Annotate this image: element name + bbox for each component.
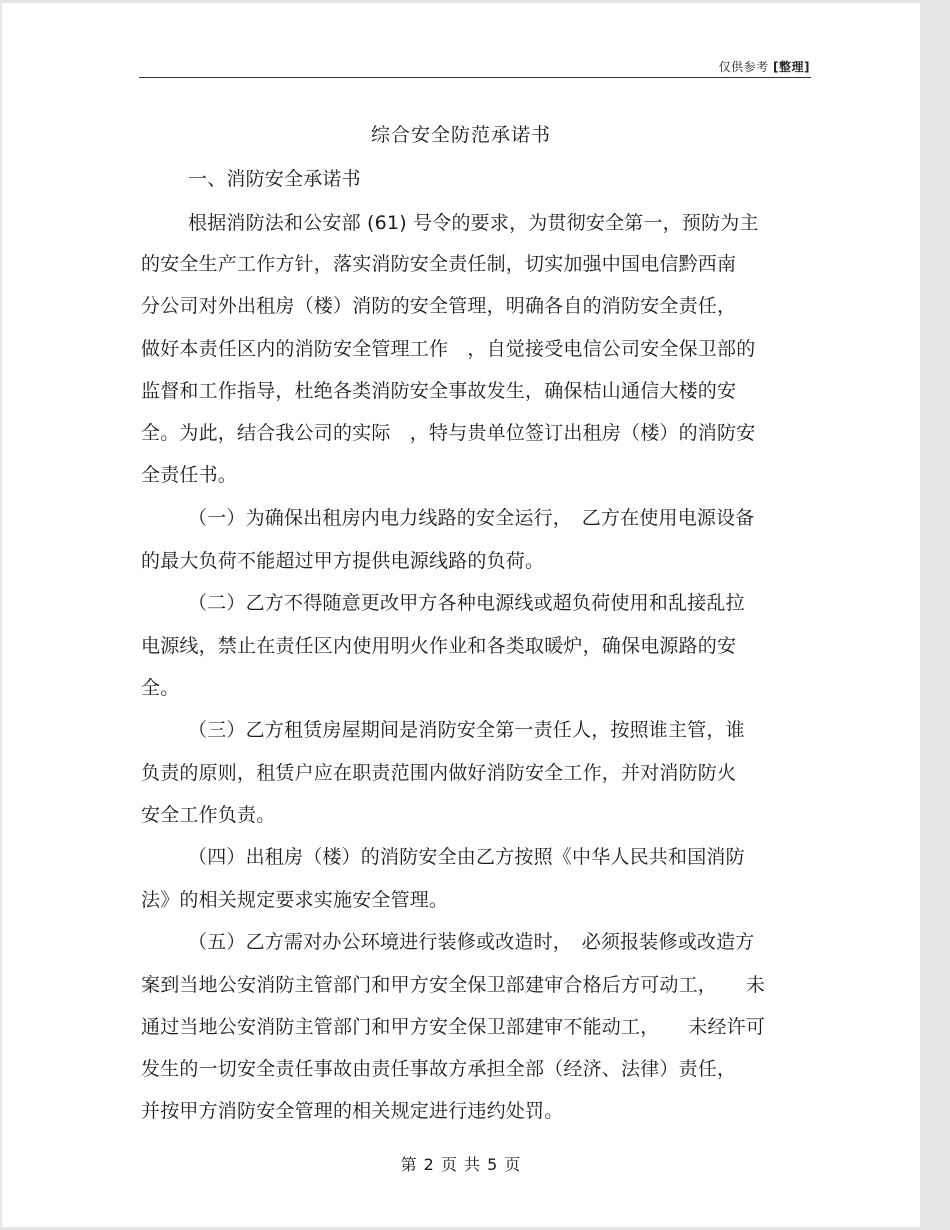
body-line: 全。为此，结合我公司的实际 ，特与贵单位签订出租房（楼）的消防安 <box>141 422 756 444</box>
header-divider <box>139 77 811 78</box>
section-heading: 一、消防安全承诺书 <box>188 168 361 190</box>
clause-line: 全。 <box>141 677 180 699</box>
document-title: 综合安全防范承诺书 <box>370 124 551 146</box>
header-bracket-text: [整理] <box>773 60 810 74</box>
clause-line: 负责的原则，租赁户应在职责范围内做好消防安全工作，并对消防防火 <box>141 762 737 784</box>
clause-line: （三）乙方租赁房屋期间是消防安全第一责任人，按照谁主管，谁 <box>188 719 745 741</box>
clause-line: （四）出租房（楼）的消防安全由乙方按照《中华人民共和国消防 <box>188 846 745 868</box>
body-line: 分公司对外出租房（楼）消防的安全管理，明确各自的消防安全责任， <box>141 295 737 317</box>
clause-line: （二）乙方不得随意更改甲方各种电源线或超负荷使用和乱接乱拉 <box>188 592 745 614</box>
body-line: 做好本责任区内的消防安全管理工作 ，自觉接受电信公司安全保卫部的 <box>141 338 756 360</box>
clause-line: （五）乙方需对办公环境进行装修或改造时， 必须报装修或改造方 <box>188 931 755 953</box>
clause-line: 法》的相关规定要求实施安全管理。 <box>141 889 449 911</box>
body-line: 的安全生产工作方针，落实消防安全责任制，切实加强中国电信黔西南 <box>141 253 737 275</box>
body-line: 全责任书。 <box>141 464 238 486</box>
page-number: 第 2 页 共 5 页 <box>400 1155 522 1174</box>
clause-line: 通过当地公安消防主管部门和甲方安全保卫部建审不能动工， 未经许可 <box>141 1016 766 1038</box>
clause-line: 并按甲方消防安全管理的相关规定进行违约处罚。 <box>141 1100 564 1122</box>
body-line: 根据消防法和公安部 (61) 号令的要求，为贯彻安全第一，预防为主 <box>188 212 759 234</box>
clause-line: 安全工作负责。 <box>141 804 276 826</box>
header-note <box>719 58 810 75</box>
document-page <box>2 3 920 1227</box>
header-note-text: 仅供参考 <box>718 60 769 74</box>
body-line: 监督和工作指导，杜绝各类消防安全事故发生，确保桔山通信大楼的安 <box>141 380 737 402</box>
clause-line: 发生的一切安全责任事故由责任事故方承担全部（经济、法律）责任， <box>141 1058 737 1080</box>
clause-line: 的最大负荷不能超过甲方提供电源线路的负荷。 <box>141 550 545 572</box>
clause-line: 案到当地公安消防主管部门和甲方安全保卫部建审合格后方可动工， 未 <box>141 974 766 996</box>
clause-line: （一）为确保出租房内电力线路的安全运行， 乙方在使用电源设备 <box>188 507 755 529</box>
clause-line: 电源线，禁止在责任区内使用明火作业和各类取暖炉，确保电源路的安 <box>141 635 737 657</box>
